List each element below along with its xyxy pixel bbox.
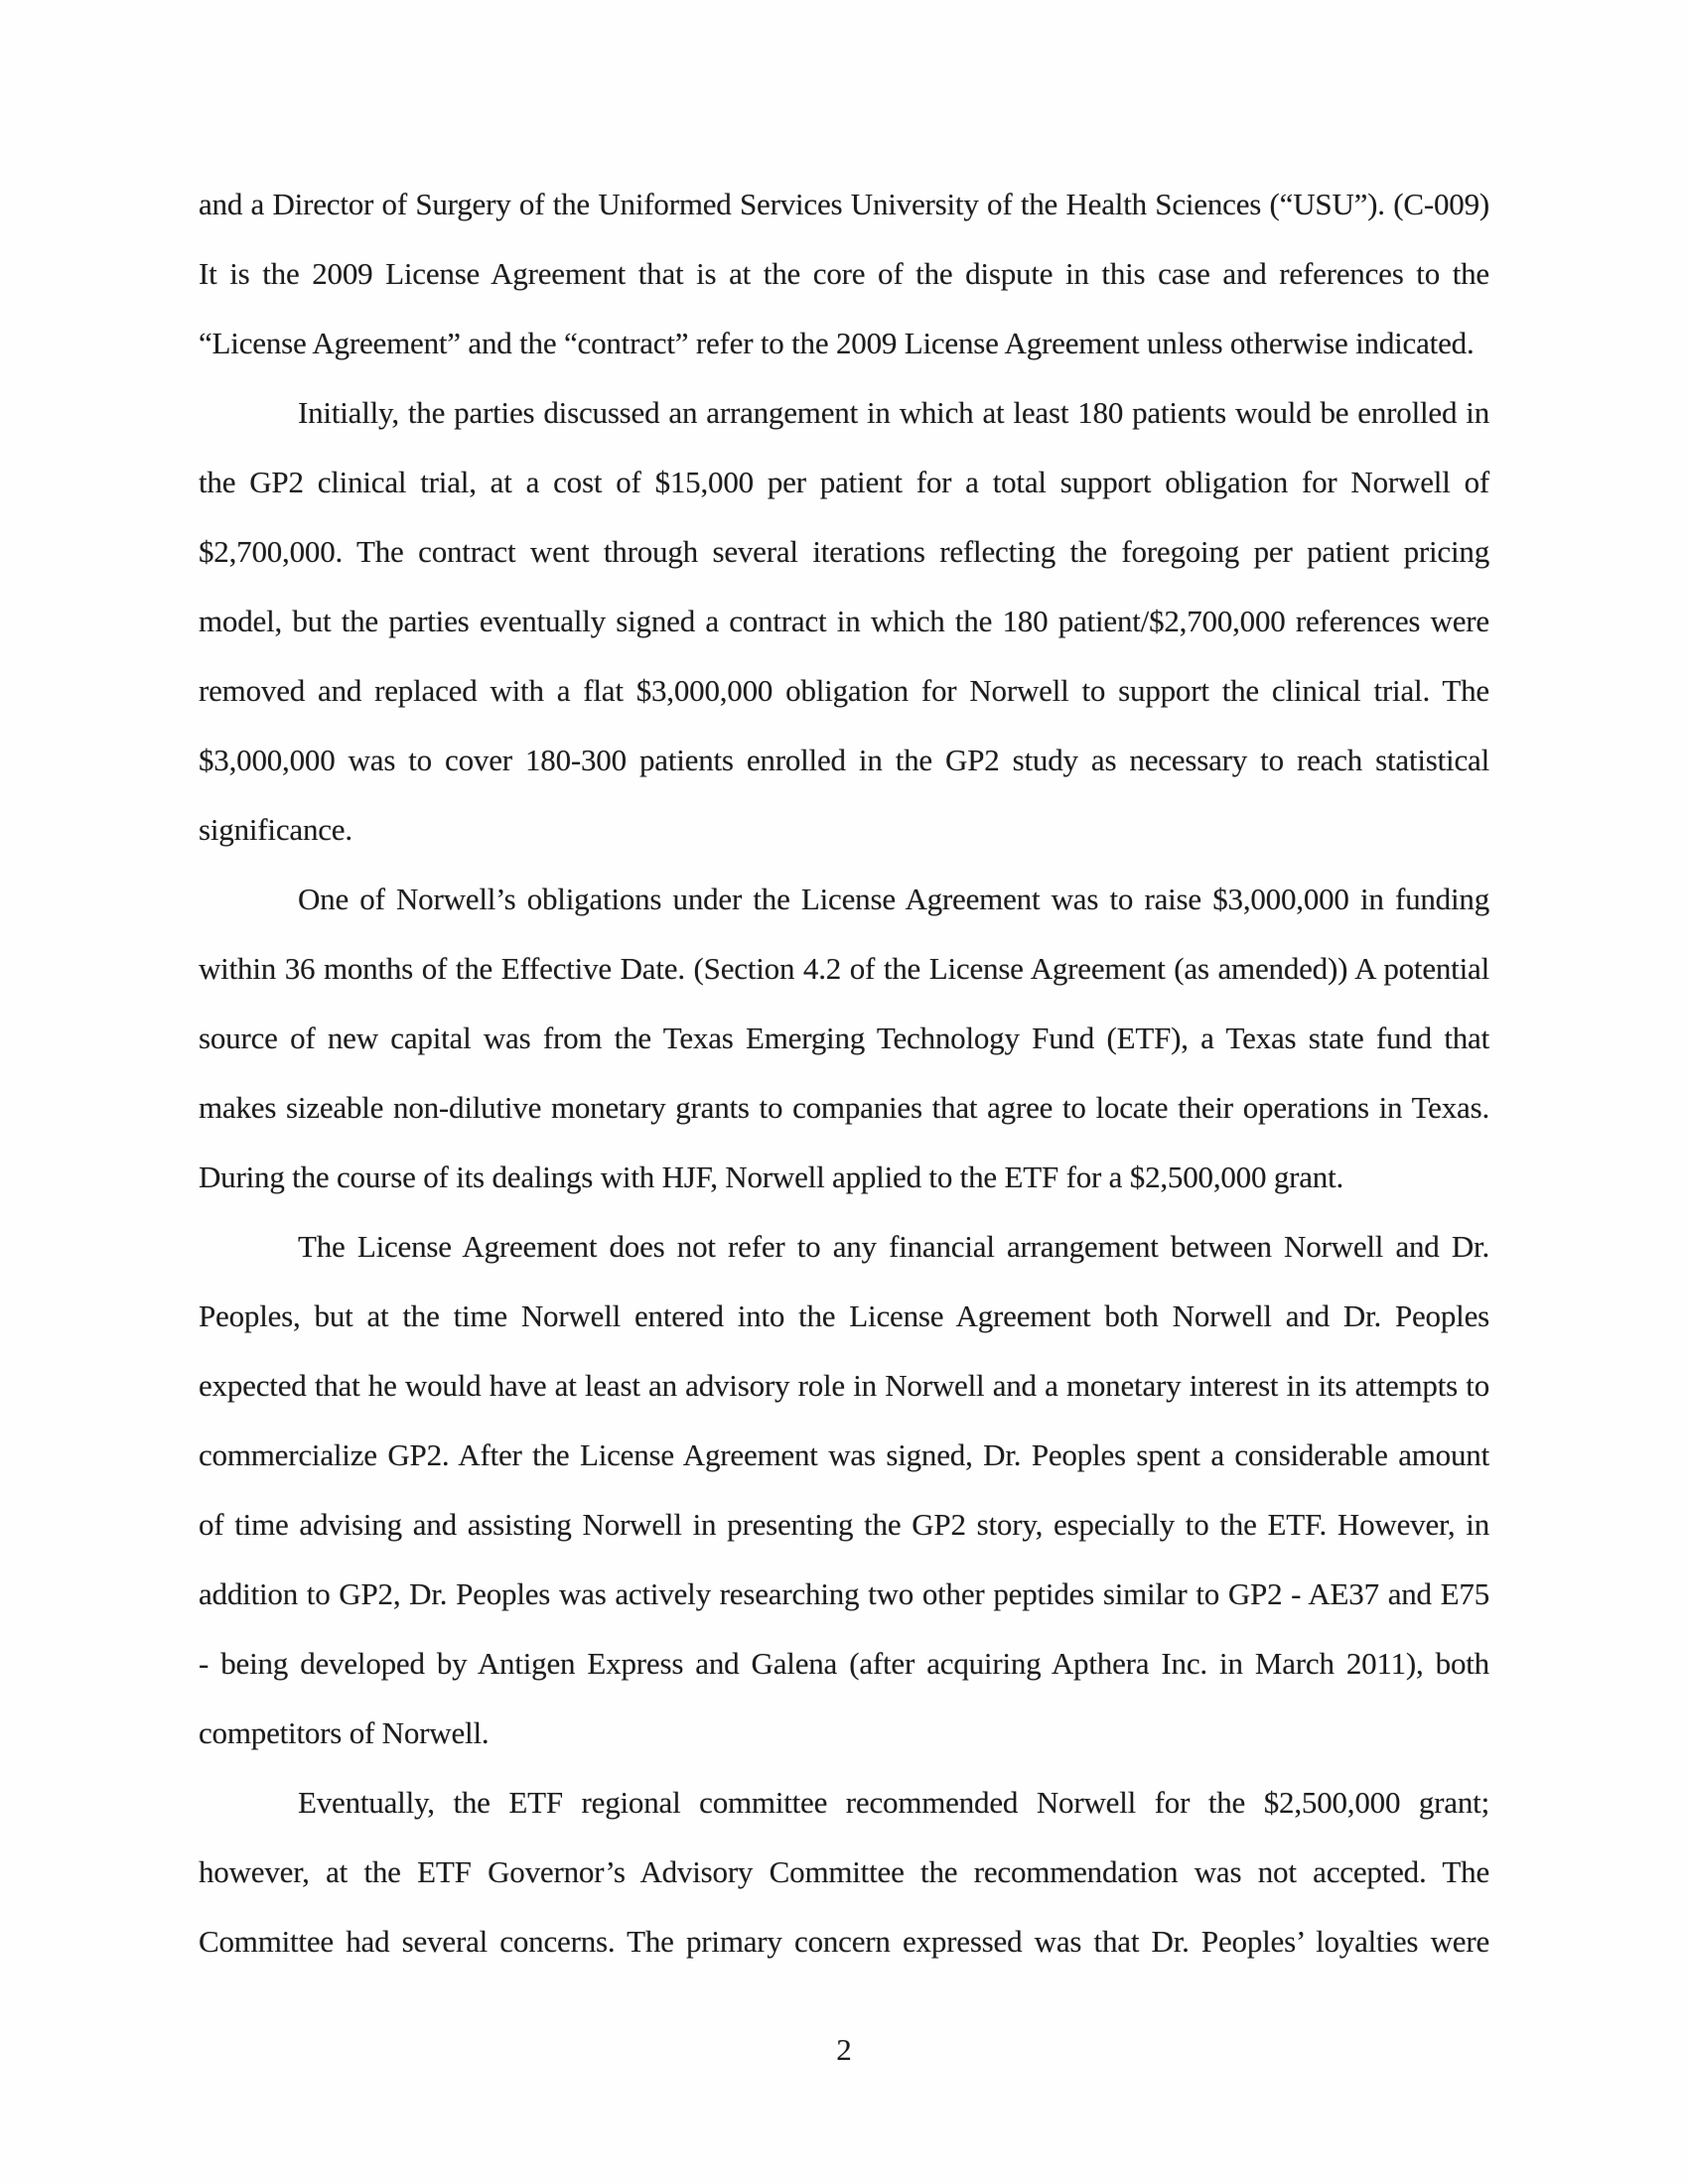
text-line: “License Agreement” and the “contract” refer to the 2009 License Agreement unless otherwise indicated. [199,326,1475,360]
page-number: 2 [836,2032,852,2067]
text-line: The License Agreement does not refer to any financial arrangement between Norwell and Dr. [298,1229,1489,1264]
text-line: addition to GP2, Dr. Peoples was actively researching two other peptides similar to GP2 - AE37 and E75 [199,1576,1489,1611]
text-line: commercialize GP2. After the License Agreement was signed, Dr. Peoples spent a considerable amount [199,1437,1489,1472]
text-line: the GP2 clinical trial, at a cost of $15,000 per patient for a total support obligation for Norwell of [199,465,1489,499]
text-line: $2,700,000. The contract went through several iterations reflecting the foregoing per patient pricing [199,534,1489,569]
text-line: within 36 months of the Effective Date. (Section 4.2 of the License Agreement (as amended)) A potential [199,951,1489,986]
text-line: source of new capital was from the Texas Emerging Technology Fund (ETF), a Texas state fund that [199,1021,1489,1055]
text-line: Peoples, but at the time Norwell entered into the License Agreement both Norwell and Dr. Peoples [199,1298,1489,1333]
text-line: of time advising and assisting Norwell in presenting the GP2 story, especially to the ETF. However, in [199,1507,1489,1542]
paragraph [199,170,1489,378]
text-line: competitors of Norwell. [199,1715,490,1750]
text-line: Committee had several concerns. The primary concern expressed was that Dr. Peoples’ loyalties were [199,1924,1489,1959]
text-line: makes sizeable non-dilutive monetary grants to companies that agree to locate their operations in Texas. [199,1090,1489,1125]
paragraph [199,1212,1489,1768]
text-line: During the course of its dealings with HJF, Norwell applied to the ETF for a $2,500,000 grant. [199,1160,1344,1194]
paragraph [199,865,1489,1212]
text-line: and a Director of Surgery of the Uniformed Services University of the Health Sciences (“USU”). (C-009) [199,187,1489,221]
text-line: significance. [199,812,352,847]
text-line: One of Norwell’s obligations under the License Agreement was to raise $3,000,000 in funding [298,882,1489,916]
text-line: $3,000,000 was to cover 180-300 patients enrolled in the GP2 study as necessary to reach statistical [199,743,1489,777]
text-line: however, at the ETF Governor’s Advisory Committee the recommendation was not accepted. The [199,1854,1489,1889]
text-line: expected that he would have at least an advisory role in Norwell and a monetary interest in its attempts to [199,1368,1489,1403]
text-line: Eventually, the ETF regional committee recommended Norwell for the $2,500,000 grant; [298,1785,1489,1820]
text-line: Initially, the parties discussed an arrangement in which at least 180 patients would be enrolled in [298,395,1489,430]
text-line: It is the 2009 License Agreement that is at the core of the dispute in this case and references to the [199,256,1489,291]
paragraph [199,1768,1489,1977]
text-line: removed and replaced with a flat $3,000,000 obligation for Norwell to support the clinical trial. The [199,673,1489,708]
document-body [199,170,1489,1977]
text-line: - being developed by Antigen Express and Galena (after acquiring Apthera Inc. in March 2011), both [199,1646,1489,1681]
text-line: model, but the parties eventually signed a contract in which the 180 patient/$2,700,000 references were [199,604,1489,638]
paragraph [199,378,1489,865]
